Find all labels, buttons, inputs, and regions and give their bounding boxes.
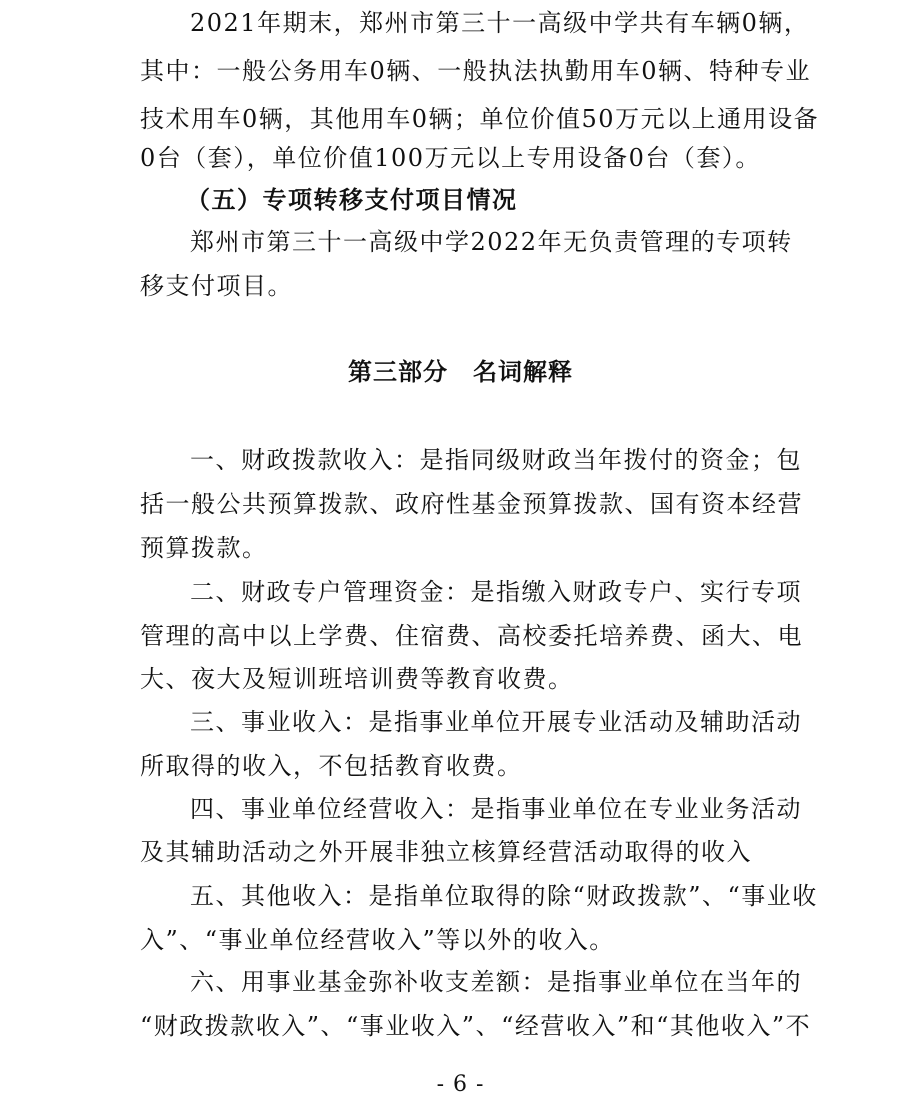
term-line: 及其辅助活动之外开展非独立核算经营活动取得的收入 [140,838,752,866]
term-line: “财政拨款收入”、“事业收入”、“经营收入”和“其他收入”不 [140,1012,812,1040]
term-line: 三、事业收入：是指事业单位开展专业活动及辅助活动 [190,708,802,736]
term-line: 预算拨款。 [140,534,268,562]
term-line: 大、夜大及短训班培训费等教育收费。 [140,665,574,693]
paragraph-line: 其中：一般公务用车0辆、一般执法执勤用车0辆、特种专业 [140,57,812,85]
term-line: 六、用事业基金弥补收支差额：是指事业单位在当年的 [190,968,802,996]
term-line: 四、事业单位经营收入：是指事业单位在专业业务活动 [190,795,802,823]
paragraph-line: 0台（套），单位价值100万元以上专用设备0台（套）。 [140,144,761,172]
paragraph-line: 2021年期末，郑州市第三十一高级中学共有车辆0辆， [190,9,810,37]
part-title: 第三部分 名词解释 [348,358,573,386]
term-line: 括一般公共预算拨款、政府性基金预算拨款、国有资本经营 [140,490,803,518]
term-line: 管理的高中以上学费、住宿费、高校委托培养费、函大、电 [140,622,803,650]
term-line: 五、其他收入：是指单位取得的除“财政拨款”、“事业收 [190,882,818,910]
paragraph-line: 郑州市第三十一高级中学2022年无负责管理的专项转 [190,228,793,256]
subsection-title: （五）专项转移支付项目情况 [186,186,518,214]
page-number: - 6 - [436,1072,485,1097]
paragraph-line: 技术用车0辆，其他用车0辆；单位价值50万元以上通用设备 [140,105,820,133]
paragraph-line: 移支付项目。 [140,272,293,300]
term-line: 所取得的收入，不包括教育收费。 [140,752,523,780]
term-line: 入”、“事业单位经营收入”等以外的收入。 [140,926,615,954]
term-line: 一、财政拨款收入：是指同级财政当年拨付的资金；包 [190,446,802,474]
term-line: 二、财政专户管理资金：是指缴入财政专户、实行专项 [190,578,802,606]
